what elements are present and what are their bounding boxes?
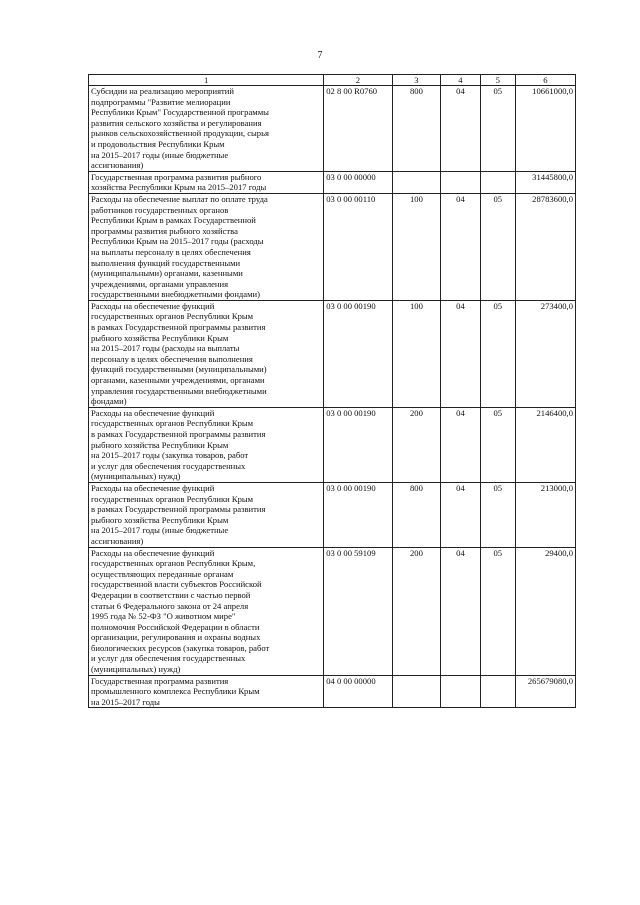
table-header-row bbox=[89, 75, 576, 86]
description-line: биологических ресурсов (закупка товаров, работ bbox=[91, 642, 270, 653]
column-header: 5 bbox=[480, 75, 515, 86]
row-section: 04 bbox=[441, 193, 480, 300]
row-code: 03 0 00 00190 bbox=[324, 407, 392, 482]
row-code: 04 0 00 00000 bbox=[324, 675, 392, 708]
row-description bbox=[89, 675, 324, 708]
description-line: (муниципальных) нужд) bbox=[91, 664, 181, 675]
description-line: Федерации в соответствии с частью первой bbox=[91, 589, 251, 600]
description-line: Расходы на обеспечение функций bbox=[91, 482, 215, 493]
row-amount: 213000,0 bbox=[515, 482, 575, 547]
row-subsection bbox=[480, 675, 515, 708]
description-line: государственной власти субъектов Российской bbox=[91, 579, 262, 590]
description-line: и услуг для обеспечения государственных bbox=[91, 653, 246, 664]
row-description bbox=[89, 407, 324, 482]
description-line: и продовольствия Республики Крым bbox=[91, 138, 225, 149]
row-section: 04 bbox=[441, 407, 480, 482]
row-expense-type bbox=[392, 675, 441, 708]
description-line: Расходы на обеспечение функций bbox=[91, 300, 215, 311]
row-section: 04 bbox=[441, 482, 480, 547]
description-line: Республики Крым" Государственной программы bbox=[91, 107, 269, 118]
row-code: 02 8 00 R0760 bbox=[324, 86, 392, 172]
table-row bbox=[89, 407, 576, 482]
row-section bbox=[441, 675, 480, 708]
row-description bbox=[89, 482, 324, 547]
description-line: развития сельского хозяйства и регулирования bbox=[91, 117, 262, 128]
row-description bbox=[89, 171, 324, 193]
row-expense-type bbox=[392, 171, 441, 193]
description-line: 1995 года № 52-ФЗ "О животном мире" bbox=[91, 611, 236, 622]
description-line: на 2015–2017 годы (расходы на выплаты bbox=[91, 343, 240, 354]
budget-table bbox=[88, 74, 576, 708]
column-header: 2 bbox=[324, 75, 392, 86]
description-line: Расходы на обеспечение функций bbox=[91, 407, 215, 418]
description-line: и услуг для обеспечения государственных bbox=[91, 460, 246, 471]
row-section: 04 bbox=[441, 300, 480, 407]
description-line: на 2015–2017 годы bbox=[91, 696, 160, 707]
column-header: 4 bbox=[441, 75, 480, 86]
description-line: полномочия Российской Федерации в области bbox=[91, 621, 260, 632]
column-header: 1 bbox=[89, 75, 324, 86]
row-description bbox=[89, 547, 324, 675]
description-line: в рамках Государственной программы развития bbox=[91, 429, 266, 439]
row-amount: 2146400,0 bbox=[515, 407, 575, 482]
description-line: статьи 6 Федерального закона от 24 апреля bbox=[91, 600, 249, 611]
description-line: функций государственными (муниципальными) bbox=[91, 364, 267, 375]
column-header: 3 bbox=[392, 75, 441, 86]
description-line: рыбного хозяйства Республики Крым bbox=[91, 514, 229, 525]
row-section bbox=[441, 171, 480, 193]
description-line: работников государственных органов bbox=[91, 204, 229, 215]
table-row bbox=[89, 300, 576, 407]
table-row bbox=[89, 482, 576, 547]
row-expense-type: 200 bbox=[392, 407, 441, 482]
description-line: осуществляющих переданные органам bbox=[91, 568, 234, 579]
row-subsection: 05 bbox=[480, 547, 515, 675]
description-line: Республики Крым на 2015–2017 годы (расходы bbox=[91, 236, 264, 247]
description-line: Расходы на обеспечение функций bbox=[91, 547, 215, 558]
row-amount: 10661000,0 bbox=[515, 86, 575, 172]
row-amount: 265679080,0 bbox=[515, 675, 575, 708]
description-line: управления государственными внебюджетными bbox=[91, 385, 267, 396]
description-line: Государственная программа развития bbox=[91, 675, 229, 686]
table-row bbox=[89, 547, 576, 675]
description-line: на 2015–2017 годы (иные бюджетные bbox=[91, 149, 229, 160]
description-line: хозяйства Республики Крым на 2015–2017 годы bbox=[91, 182, 267, 193]
description-line: (муниципальными) органами, казенными bbox=[91, 268, 243, 279]
row-description bbox=[89, 86, 324, 172]
row-description bbox=[89, 193, 324, 300]
description-line: программы развития рыбного хозяйства bbox=[91, 225, 238, 236]
description-line: Республики Крым в рамках Государственной bbox=[91, 215, 256, 226]
description-line: (муниципальных) нужд) bbox=[91, 471, 181, 482]
description-line: персоналу в целях обеспечения выполнения bbox=[91, 353, 253, 364]
description-line: органами, казенными учреждениями, органами bbox=[91, 375, 265, 386]
row-expense-type: 200 bbox=[392, 547, 441, 675]
row-subsection: 05 bbox=[480, 193, 515, 300]
description-line: организации, регулирования и охраны водных bbox=[91, 632, 261, 643]
row-amount: 273400,0 bbox=[515, 300, 575, 407]
description-line: учреждениями, органами управления bbox=[91, 278, 229, 289]
row-expense-type: 100 bbox=[392, 300, 441, 407]
row-code: 03 0 00 00190 bbox=[324, 482, 392, 547]
table-body bbox=[89, 86, 576, 708]
row-code: 03 0 00 00000 bbox=[324, 171, 392, 193]
description-line: государственных органов Республики Крым bbox=[91, 311, 254, 322]
description-line: государственных органов Республики Крым bbox=[91, 493, 254, 504]
row-code: 03 0 00 59109 bbox=[324, 547, 392, 675]
table-row bbox=[89, 675, 576, 708]
description-line: фондами) bbox=[91, 396, 127, 407]
description-line: государственных органов Республики Крым, bbox=[91, 558, 256, 569]
description-line: на 2015–2017 годы (иные бюджетные bbox=[91, 525, 229, 536]
table-row bbox=[89, 171, 576, 193]
description-line: рынков сельскохозяйственной продукции, сырья bbox=[91, 128, 269, 139]
description-line: рыбного хозяйства Республики Крым bbox=[91, 439, 229, 450]
description-line: выполнения функций государственными bbox=[91, 257, 241, 268]
row-amount: 29400,0 bbox=[515, 547, 575, 675]
row-description bbox=[89, 300, 324, 407]
row-amount: 28783600,0 bbox=[515, 193, 575, 300]
description-line: государственными внебюджетными фондами) bbox=[91, 289, 261, 300]
description-line: государственных органов Республики Крым bbox=[91, 418, 254, 429]
row-subsection: 05 bbox=[480, 482, 515, 547]
table-row bbox=[89, 193, 576, 300]
description-line: в рамках Государственной программы развития bbox=[91, 322, 266, 333]
row-code: 03 0 00 00110 bbox=[324, 193, 392, 300]
row-expense-type: 100 bbox=[392, 193, 441, 300]
row-subsection bbox=[480, 171, 515, 193]
description-line: ассигнования) bbox=[91, 160, 144, 171]
row-section: 04 bbox=[441, 86, 480, 172]
row-expense-type: 800 bbox=[392, 482, 441, 547]
description-line: на 2015–2017 годы (закупка товаров, работ bbox=[91, 450, 249, 461]
row-subsection: 05 bbox=[480, 407, 515, 482]
description-line: на выплаты персоналу в целях обеспечения bbox=[91, 246, 251, 257]
column-header: 6 bbox=[515, 75, 575, 86]
row-section: 04 bbox=[441, 547, 480, 675]
row-code: 03 0 00 00190 bbox=[324, 300, 392, 407]
page-number: 7 bbox=[317, 50, 323, 61]
row-subsection: 05 bbox=[480, 300, 515, 407]
description-line: Государственная программа развития рыбного bbox=[91, 171, 262, 182]
description-line: промышленного комплекса Республики Крым bbox=[91, 686, 260, 697]
description-line: в рамках Государственной программы развития bbox=[91, 504, 266, 515]
table-row bbox=[89, 86, 576, 172]
description-line: подпрограммы "Развитие мелиорации bbox=[91, 96, 231, 107]
row-expense-type: 800 bbox=[392, 86, 441, 172]
row-subsection: 05 bbox=[480, 86, 515, 172]
description-line: Расходы на обеспечение выплат по оплате труда bbox=[91, 193, 268, 204]
row-amount: 31445800,0 bbox=[515, 171, 575, 193]
description-line: Субсидии на реализацию мероприятий bbox=[91, 86, 234, 96]
description-line: ассигнования) bbox=[91, 535, 144, 546]
description-line: рыбного хозяйства Республики Крым bbox=[91, 332, 229, 343]
